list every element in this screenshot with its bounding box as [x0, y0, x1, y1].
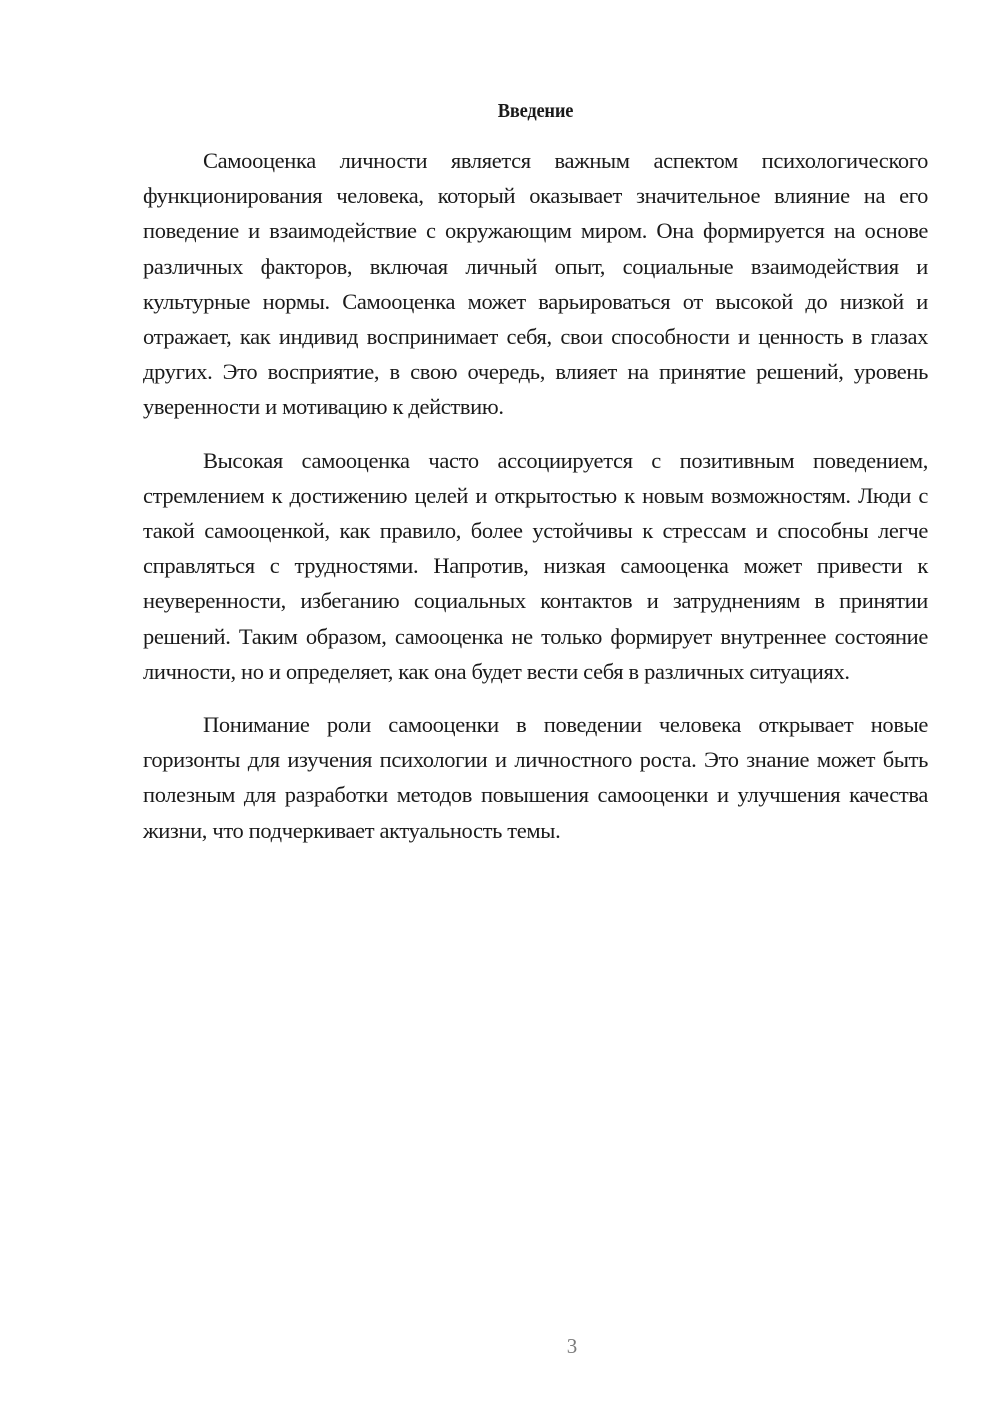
paragraph-1: Самооценка личности является важным аспектом психологического функционирования человека, который оказывает значительное влияние на его поведение и взаимодействие с окружающим миром. Она формируется на основе различных факторов, включая личный опыт, социальные взаимодействия и культурные нормы. Самооценка может варьироваться от высокой до низкой и отражает, как индивид воспринимает себя, свои способности и ценность в глазах других. Это восприятие, в свою очередь, влияет на принятие решений, уровень уверенности и мотивацию к действию.	[143, 148, 928, 420]
section-heading: Введение	[497, 100, 574, 122]
paragraph-2: Высокая самооценка часто ассоциируется с позитивным поведением, стремлением к достижению целей и открытостью к новым возможностям. Люди с такой самооценкой, как правило, более устойчивы к стрессам и способны легче справляться с трудностями. Напротив, низкая самооценка может привести к неуверенности, избеганию социальных контактов и затруднениям в принятии решений. Таким образом, самооценка не только формирует внутреннее состояние личности, но и определяет, как она будет вести себя в различных ситуациях.	[143, 447, 928, 684]
paragraph-3: Понимание роли самооценки в поведении человека открывает новые горизонты для изучения психологии и личностного роста. Это знание может быть полезным для разработки методов повышения самооценки и улучшения качества жизни, что подчеркивает актуальность темы.	[143, 712, 928, 843]
page-number: 3	[566, 1334, 578, 1358]
page-content	[143, 96, 928, 866]
